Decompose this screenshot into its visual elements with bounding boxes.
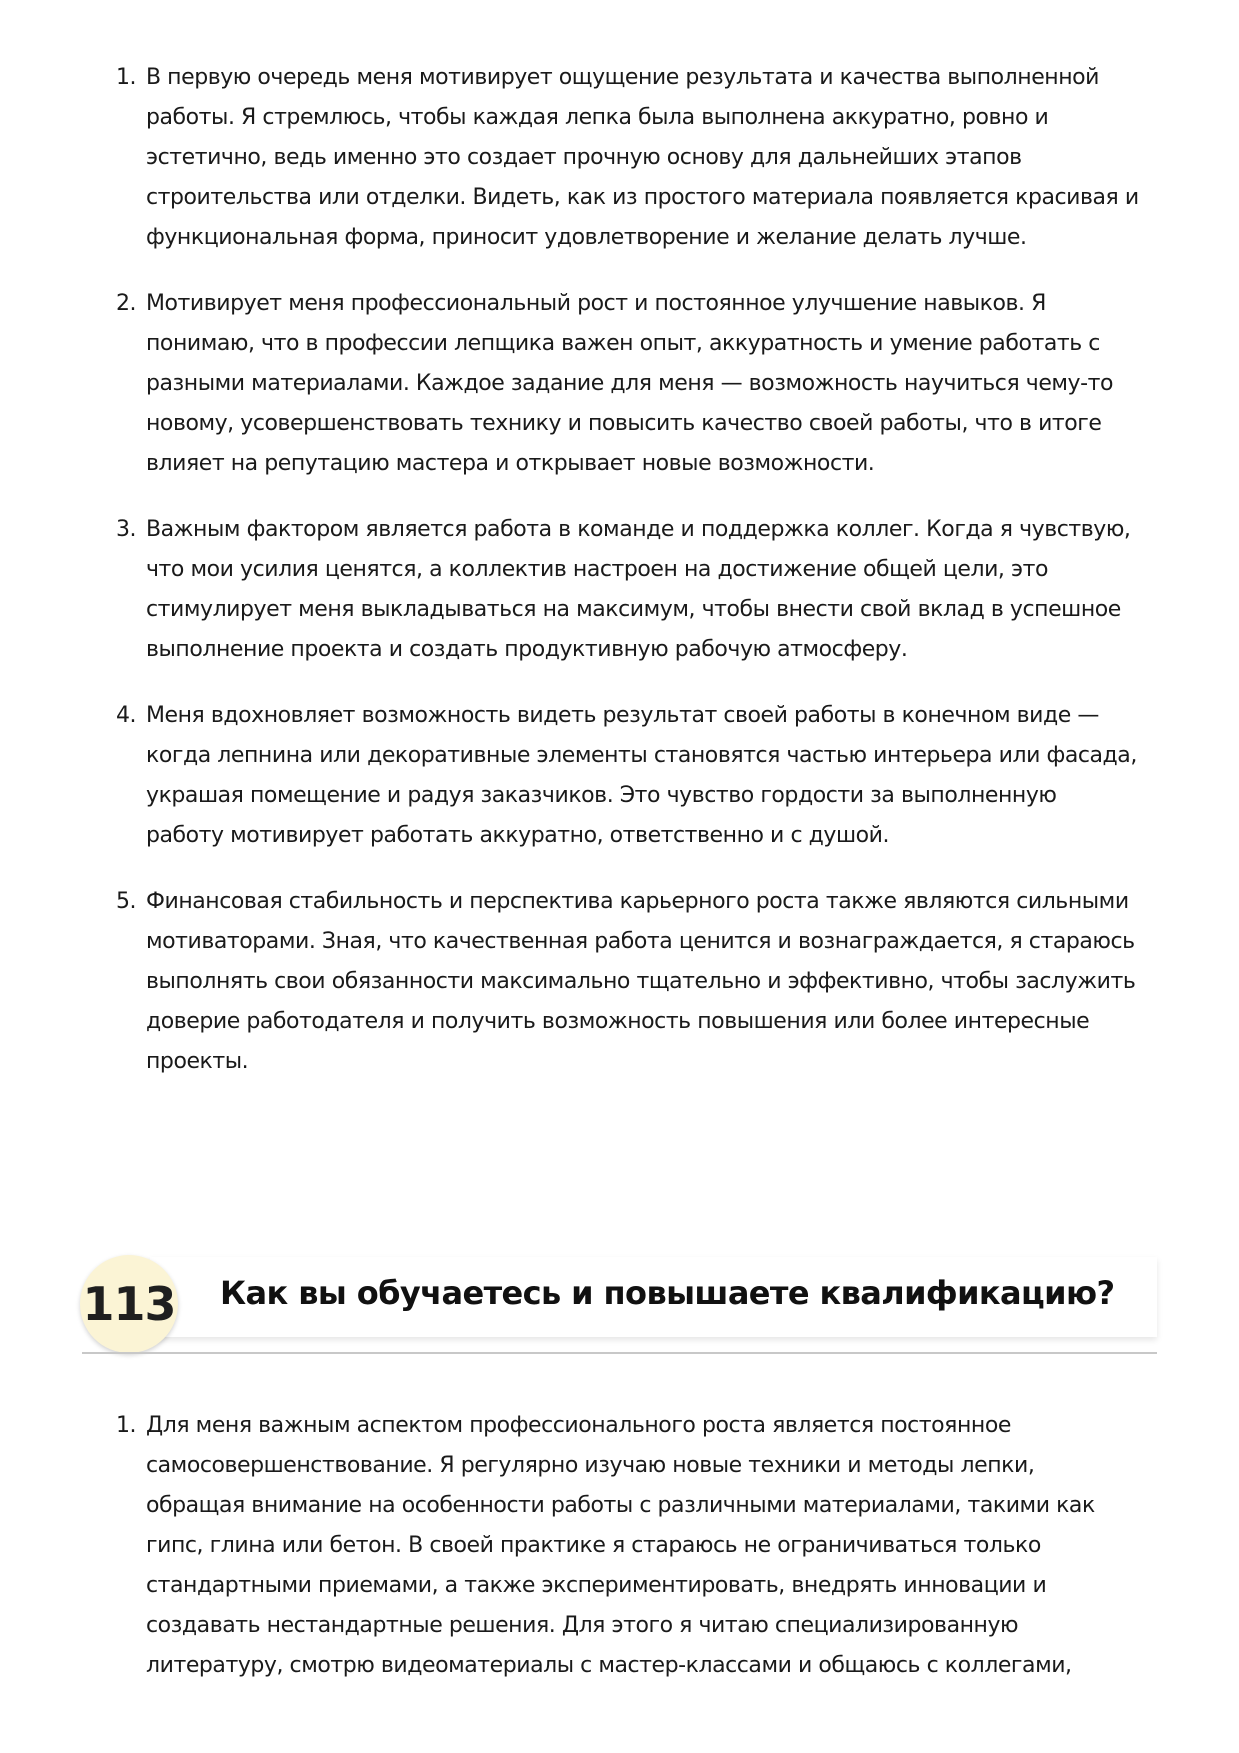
list-item <box>116 510 1156 670</box>
question-header <box>80 1255 1157 1351</box>
text-line: строительства или отделки. Видеть, как из простого материала появляется красивая и <box>146 185 1139 210</box>
item-number: 1. <box>116 1413 137 1438</box>
question-divider <box>82 1352 1157 1354</box>
text-line: эстетично, ведь именно это создает прочную основу для дальнейших этапов <box>146 145 1022 170</box>
item-text <box>146 696 1156 856</box>
text-line: когда лепнина или декоративные элементы становятся частью интерьера или фасада, <box>146 743 1137 768</box>
list-item <box>116 696 1156 856</box>
item-text <box>146 58 1156 258</box>
question-number-badge: 113 <box>80 1255 178 1353</box>
answer-list-current <box>116 1406 1156 1712</box>
item-text <box>146 882 1156 1082</box>
text-line: Финансовая стабильность и перспектива карьерного роста также являются сильными <box>146 889 1129 914</box>
text-line: работу мотивирует работать аккуратно, ответственно и с душой. <box>146 823 890 848</box>
text-line: выполнять свои обязанности максимально тщательно и эффективно, чтобы заслужить <box>146 969 1136 994</box>
item-text <box>146 1406 1156 1686</box>
text-line: что мои усилия ценятся, а коллектив настроен на достижение общей цели, это <box>146 557 1049 582</box>
item-number: 2. <box>116 291 137 316</box>
text-line: стандартными приемами, а также экспериментировать, внедрять инновации и <box>146 1573 1047 1598</box>
item-number: 3. <box>116 517 137 542</box>
text-line: работы. Я стремлюсь, чтобы каждая лепка была выполнена аккуратно, ровно и <box>146 105 1049 130</box>
text-line: функциональная форма, приносит удовлетворение и желание делать лучше. <box>146 225 1027 250</box>
text-line: разными материалами. Каждое задание для меня — возможность научиться чему-то <box>146 371 1113 396</box>
list-item <box>116 1406 1156 1686</box>
list-item <box>116 58 1156 258</box>
text-line: новому, усовершенствовать технику и повысить качество своей работы, что в итоге <box>146 411 1102 436</box>
list-item <box>116 284 1156 484</box>
text-line: Важным фактором является работа в команде и поддержка коллег. Когда я чувствую, <box>146 517 1131 542</box>
answer-list-previous <box>116 58 1156 1108</box>
item-number: 4. <box>116 703 137 728</box>
text-line: Меня вдохновляет возможность видеть результат своей работы в конечном виде — <box>146 703 1099 728</box>
question-title: Как вы обучаетесь и повышаете квалификацию? <box>220 1274 1115 1312</box>
text-line: украшая помещение и радуя заказчиков. Это чувство гордости за выполненную <box>146 783 1057 808</box>
text-line: гипс, глина или бетон. В своей практике я стараюсь не ограничиваться только <box>146 1533 1041 1558</box>
list-item <box>116 882 1156 1082</box>
text-line: создавать нестандартные решения. Для этого я читаю специализированную <box>146 1613 1019 1638</box>
text-line: литературу, смотрю видеоматериалы с мастер-классами и общаюсь с коллегами, <box>146 1653 1072 1678</box>
item-number: 1. <box>116 65 137 90</box>
text-line: обращая внимание на особенности работы с различными материалами, такими как <box>146 1493 1095 1518</box>
text-line: Мотивирует меня профессиональный рост и постоянное улучшение навыков. Я <box>146 291 1046 316</box>
text-line: выполнение проекта и создать продуктивную рабочую атмосферу. <box>146 637 908 662</box>
text-line: Для меня важным аспектом профессионального роста является постоянное <box>146 1413 1011 1438</box>
text-line: стимулирует меня выкладываться на максимум, чтобы внести свой вклад в успешное <box>146 597 1121 622</box>
text-line: В первую очередь меня мотивирует ощущение результата и качества выполненной <box>146 65 1100 90</box>
item-number: 5. <box>116 889 137 914</box>
text-line: понимаю, что в профессии лепщика важен опыт, аккуратность и умение работать с <box>146 331 1100 356</box>
text-line: самосовершенствование. Я регулярно изучаю новые техники и методы лепки, <box>146 1453 1035 1478</box>
text-line: проекты. <box>146 1049 249 1074</box>
text-line: доверие работодателя и получить возможность повышения или более интересные <box>146 1009 1090 1034</box>
item-text <box>146 284 1156 484</box>
text-line: мотиваторами. Зная, что качественная работа ценится и вознаграждается, я стараюсь <box>146 929 1135 954</box>
item-text <box>146 510 1156 670</box>
text-line: влияет на репутацию мастера и открывает новые возможности. <box>146 451 875 476</box>
